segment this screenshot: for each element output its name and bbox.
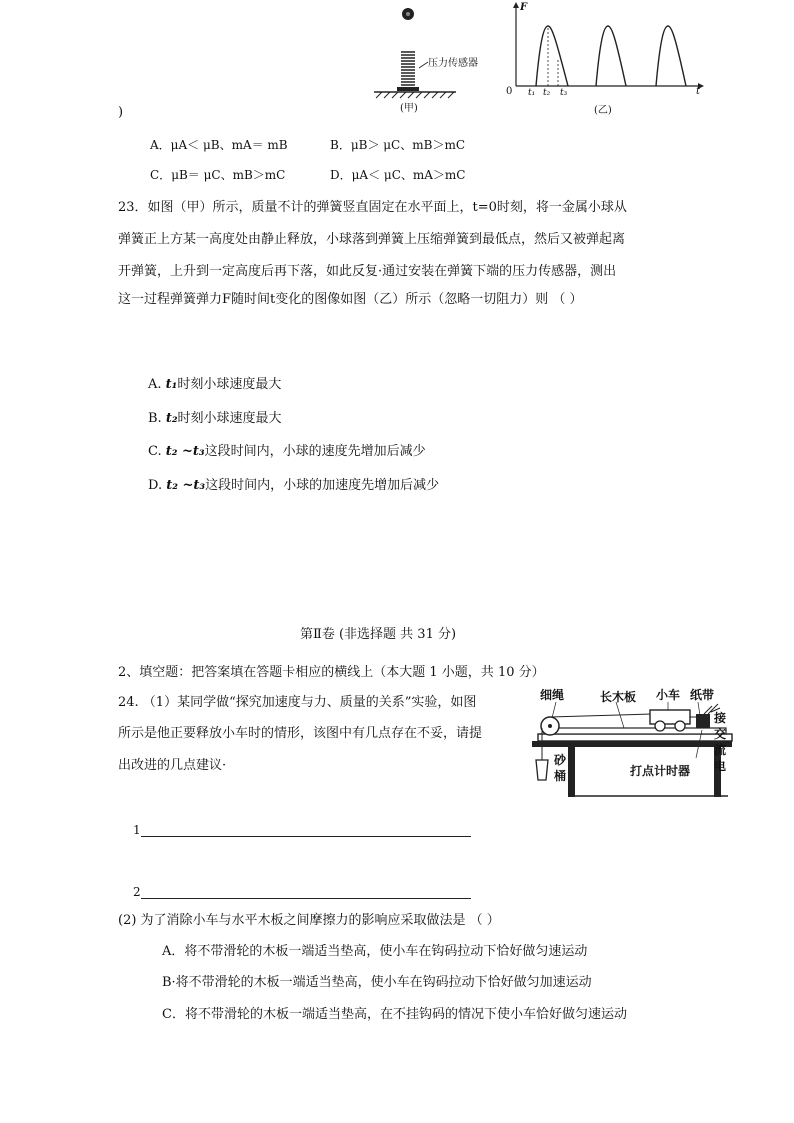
q23-option-c[interactable]: C. t₂ ~t₃这段时间内，小球的速度先增加后减少	[148, 444, 426, 459]
cart	[650, 710, 690, 724]
q23-line-3: 开弹簧，上升到一定高度后再下落，如此反复·通过安装在弹簧下端的压力传感器，测出	[118, 264, 617, 279]
sand-bucket	[536, 760, 548, 780]
sensor-label: 压力传感器	[428, 58, 478, 69]
answer-blank-2[interactable]	[141, 898, 471, 899]
q23-option-d[interactable]: D. t₂ ~t₃这段时间内，小球的加速度先增加后减少	[148, 478, 440, 493]
section-2-title: 第Ⅱ卷 (非选择题 共 31 分)	[300, 627, 457, 642]
label-rope: 细绳	[540, 688, 565, 702]
label-bucket: 砂桶	[554, 753, 567, 783]
q23-line-2: 弹簧正上方某一高度处由静止释放，小球落到弹簧上压缩弹簧到最低点，然后又被弹起离	[118, 232, 626, 247]
label-tape: 纸带	[690, 688, 715, 702]
q22-option-c[interactable]: C．μB＝ μC、mB＞mC	[150, 168, 286, 182]
blank-number-1: 1	[133, 823, 141, 837]
fig-yi-caption: (乙)	[594, 105, 612, 116]
q24-part2-option-b[interactable]: B·将不带滑轮的木板一端适当垫高，使小车在钩码拉动下恰好做匀加速运动	[162, 975, 592, 990]
ticker-timer	[696, 714, 710, 728]
q24-part2-option-a[interactable]: A．将不带滑轮的木板一端适当垫高，使小车在钩码拉动下恰好做匀速运动	[162, 944, 588, 959]
label-timer: 打点计时器	[630, 764, 691, 778]
label-cart: 小车	[656, 688, 681, 702]
long-board	[550, 728, 726, 734]
pressure-sensor	[397, 87, 419, 91]
q23-line-4: 这一过程弹簧弹力F随时间t变化的图像如图（乙）所示（忽略一切阻力）则 （ ）	[118, 292, 583, 307]
label-board: 长木板	[600, 690, 637, 704]
answer-blank-1[interactable]	[141, 836, 471, 837]
axis-t-label: t	[696, 86, 701, 97]
q22-option-d[interactable]: D．μA＜ μC、mA＞mC	[330, 168, 466, 182]
q23-line-1: 23．如图（甲）所示，质量不计的弹簧竖直固定在水平面上，t=0时刻，将一金属小球从	[118, 200, 627, 215]
tick-t2: t₂	[543, 88, 551, 98]
force-curve	[536, 26, 686, 86]
blank-number-2: 2	[133, 885, 141, 899]
tick-t1: t₁	[528, 88, 536, 98]
q22-paren-close: )	[118, 105, 124, 120]
q24-part2-stem: (2) 为了消除小车与水平木板之间摩擦力的影响应采取做法是 （ ）	[118, 913, 500, 928]
q24-line-3: 出改进的几点建议·	[118, 758, 227, 773]
q22-option-a[interactable]: A．μA＜ μB、mA＝ mB	[150, 138, 288, 152]
q24-line-1: 24. （1）某同学做“探究加速度与力、质量的关系”实验，如图	[118, 695, 477, 710]
q24-part2-option-c[interactable]: C．将不带滑轮的木板一端适当垫高，在不挂钩码的情况下使小车恰好做匀速运动	[162, 1007, 627, 1022]
q24-line-2: 所示是他正要释放小车时的情形，该图中有几点存在不妥，请提	[118, 726, 483, 741]
q23-option-b[interactable]: B. t₂时刻小球速度最大	[148, 411, 282, 426]
spring	[401, 52, 415, 85]
tick-t3: t₃	[560, 88, 568, 98]
section-2-instruction: 2、填空题：把答案填在答题卡相应的横线上（本大题 1 小题，共 10 分）	[118, 665, 545, 680]
q22-option-b[interactable]: B．μB＞ μC、mB＞mC	[330, 138, 465, 152]
q23-option-a[interactable]: A. t₁时刻小球速度最大	[148, 377, 282, 392]
fig-jia-caption: (甲)	[400, 103, 418, 114]
axis-f-label: F	[520, 2, 528, 13]
origin-label: 0	[506, 86, 513, 97]
label-ac-power: 接交流电	[714, 711, 727, 773]
table-leg	[568, 747, 575, 797]
